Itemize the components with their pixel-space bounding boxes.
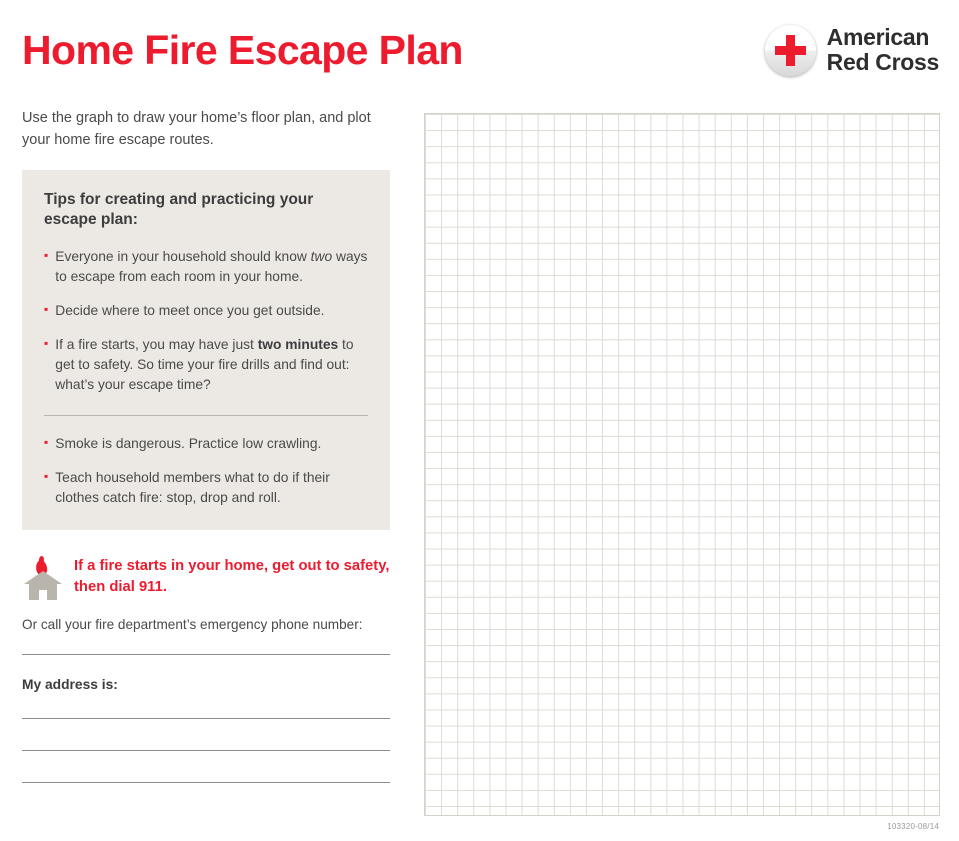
tip-item [44,468,368,508]
tips-list-secondary [44,434,368,508]
bullet-icon: ▪ [44,302,49,317]
tips-list-primary [44,247,368,395]
intro-text: Use the graph to draw your home’s floor plan, and plot your home fire escape routes. [22,110,371,148]
american-red-cross-logo [765,24,939,76]
tip-item [44,434,368,454]
address-write-line-3[interactable] [22,782,390,783]
bullet-icon: ▪ [44,469,49,484]
floor-plan-graph-grid[interactable] [424,113,940,816]
tip-item [44,335,368,395]
red-cross-icon [765,25,816,76]
bullet-icon: ▪ [44,248,49,263]
address-label: My address is: [22,677,118,693]
tip-item [44,247,368,287]
tips-box [22,170,390,531]
grid-lines [425,114,939,815]
tips-heading: Tips for creating and practicing your escape plan: [44,190,314,229]
left-column [22,108,390,783]
address-write-line-2[interactable] [22,750,390,751]
tip-text: Everyone in your household should know two ways to escape from each room in your home. [55,249,368,285]
fire-alert-text: If a fire starts in your home, get out to safety, then dial 911. [74,558,390,596]
tip-text: Teach household members what to do if their clothes catch fire: stop, drop and roll. [55,470,330,506]
fire-alert [22,556,390,600]
phone-number-write-line[interactable] [22,654,390,655]
address-write-line-1[interactable] [22,718,390,719]
house-on-fire-icon [22,560,64,600]
bullet-icon: ▪ [44,435,49,450]
page-header [0,0,959,96]
logo-line-2: Red Cross [826,49,939,75]
tip-item [44,301,368,321]
logo-wordmark [827,25,939,75]
page-title: Home Fire Escape Plan [22,27,463,73]
bullet-icon: ▪ [44,336,49,351]
tip-text: If a fire starts, you may have just two minutes to get to safety. So time your fire drills and find out: what’s your escape time? [55,337,354,393]
call-note: Or call your fire department’s emergency phone number: [22,617,363,633]
logo-line-1: American [826,24,930,51]
document-code: 103320-08/14 [887,822,939,831]
tips-divider [44,415,368,416]
tip-text: Decide where to meet once you get outside. [55,303,325,319]
tip-text: Smoke is dangerous. Practice low crawling. [55,436,322,452]
